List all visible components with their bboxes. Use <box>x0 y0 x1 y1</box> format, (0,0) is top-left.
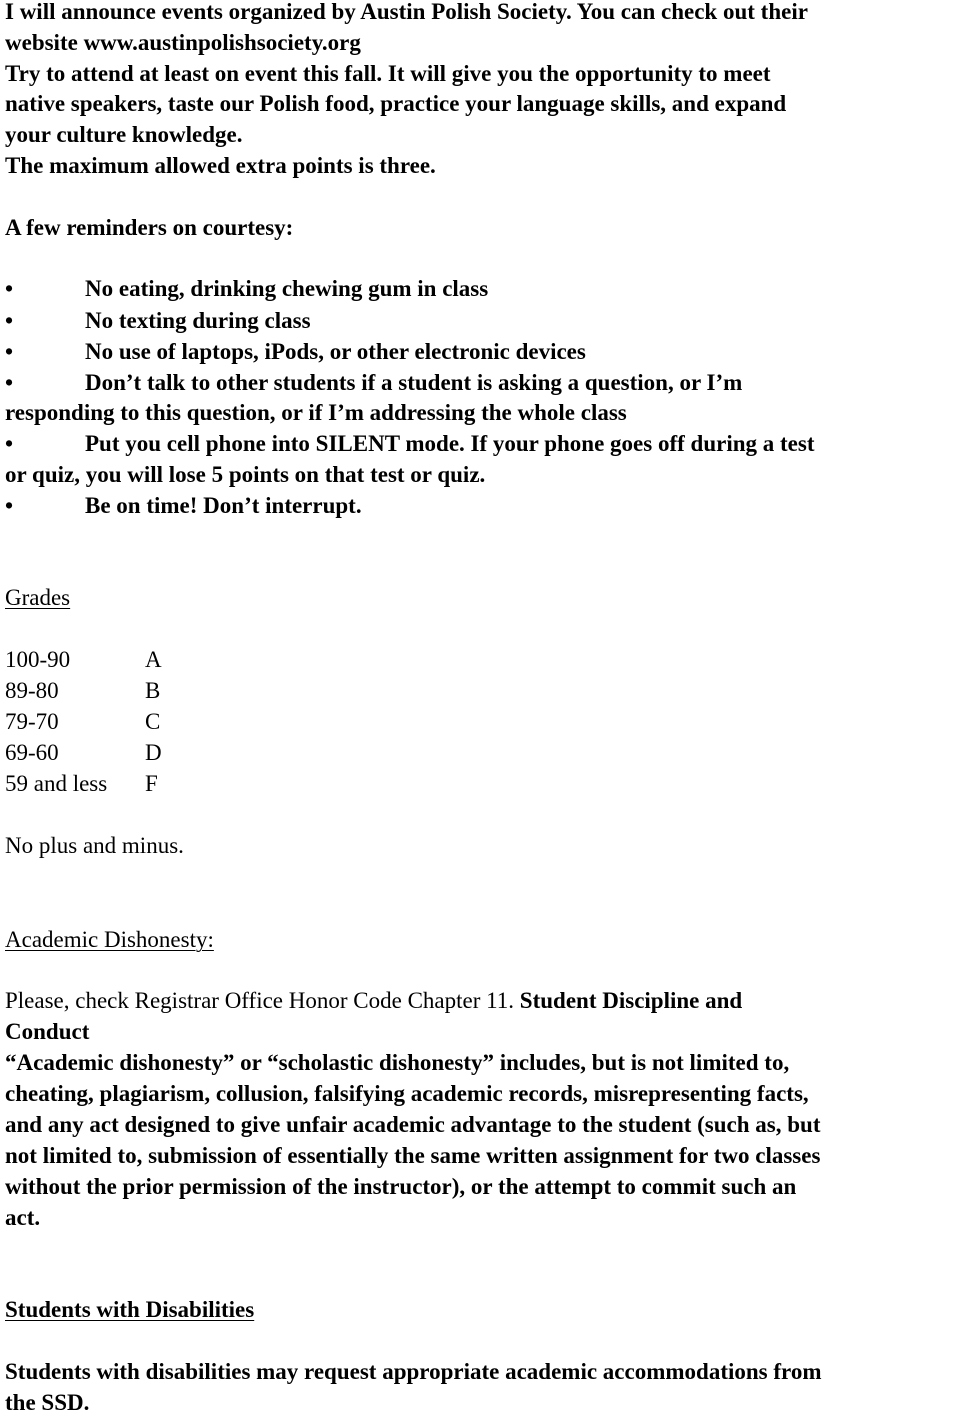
courtesy-item <box>5 336 960 367</box>
grade-letter: B <box>145 678 161 703</box>
disabilities-line-1: Students with disabilities may request appropriate academic accommodations from <box>5 1359 822 1384</box>
grades-heading: Grades <box>5 585 71 610</box>
dishonesty-line-4: cheating, plagiarism, collusion, falsifying academic records, misrepresenting facts, <box>5 1081 809 1106</box>
grade-row <box>5 768 305 799</box>
honor-code-reference: Please, check Registrar Office Honor Code Chapter 11. <box>5 988 515 1013</box>
courtesy-item-continuation: or quiz, you will lose 5 points on that test or quiz. <box>5 462 486 487</box>
disabilities-line-2: the SSD. <box>5 1390 90 1415</box>
discipline-chapter-title: Student Discipline and <box>514 988 743 1013</box>
grades-note: No plus and minus. <box>5 833 184 858</box>
dishonesty-line-1 <box>5 985 742 1016</box>
grade-range: 100-90 <box>5 647 71 672</box>
courtesy-item <box>5 490 960 521</box>
courtesy-item-text: No eating, drinking chewing gum in class <box>85 276 489 301</box>
grade-range: 59 and less <box>5 771 108 796</box>
grade-range: 89-80 <box>5 678 59 703</box>
grade-letter: A <box>145 647 162 672</box>
dishonesty-line-8: act. <box>5 1205 41 1230</box>
dishonesty-line-5: and any act designed to give unfair academic advantage to the student (such as, but <box>5 1112 821 1137</box>
dishonesty-line-2: Conduct <box>5 1019 90 1044</box>
dishonesty-heading: Academic Dishonesty: <box>5 927 214 952</box>
grade-range: 79-70 <box>5 709 59 734</box>
courtesy-item-continuation: responding to this question, or if I’m addressing the whole class <box>5 400 627 425</box>
courtesy-item-text: No use of laptops, iPods, or other electronic devices <box>85 339 586 364</box>
intro-line-2: website www.austinpolishsociety.org <box>5 30 361 55</box>
courtesy-item <box>5 428 960 459</box>
grade-row <box>5 737 305 768</box>
grade-range: 69-60 <box>5 740 59 765</box>
intro-line-1: I will announce events organized by Austin Polish Society. You can check out their <box>5 0 808 24</box>
grade-row <box>5 706 305 737</box>
courtesy-title: A few reminders on courtesy: <box>5 215 294 240</box>
courtesy-item-text: Be on time! Don’t interrupt. <box>85 493 362 518</box>
intro-line-5: your culture knowledge. <box>5 122 243 147</box>
bullet-icon: • <box>5 308 14 333</box>
dishonesty-line-3: “Academic dishonesty” or “scholastic dishonesty” includes, but is not limited to, <box>5 1050 790 1075</box>
intro-line-3: Try to attend at least on event this fall. It will give you the opportunity to meet <box>5 61 771 86</box>
grade-letter: F <box>145 771 158 796</box>
courtesy-item <box>5 367 960 398</box>
grade-letter: C <box>145 709 161 734</box>
grade-row <box>5 644 305 675</box>
bullet-icon: • <box>5 493 14 518</box>
bullet-icon: • <box>5 370 14 395</box>
courtesy-item-text: No texting during class <box>85 308 311 333</box>
bullet-icon: • <box>5 431 14 456</box>
intro-line-6: The maximum allowed extra points is three. <box>5 153 436 178</box>
dishonesty-line-6: not limited to, submission of essentially the same written assignment for two classes <box>5 1143 821 1168</box>
bullet-icon: • <box>5 339 14 364</box>
grade-row <box>5 675 305 706</box>
intro-line-4: native speakers, taste our Polish food, practice your language skills, and expand <box>5 91 787 116</box>
disabilities-heading: Students with Disabilities <box>5 1297 255 1322</box>
courtesy-item-text: Put you cell phone into SILENT mode. If your phone goes off during a test <box>85 431 815 456</box>
courtesy-item <box>5 273 960 304</box>
courtesy-item <box>5 305 960 336</box>
courtesy-item-text: Don’t talk to other students if a student is asking a question, or I’m <box>85 370 743 395</box>
grade-letter: D <box>145 740 162 765</box>
bullet-icon: • <box>5 276 14 301</box>
dishonesty-line-7: without the prior permission of the instructor), or the attempt to commit such an <box>5 1174 797 1199</box>
